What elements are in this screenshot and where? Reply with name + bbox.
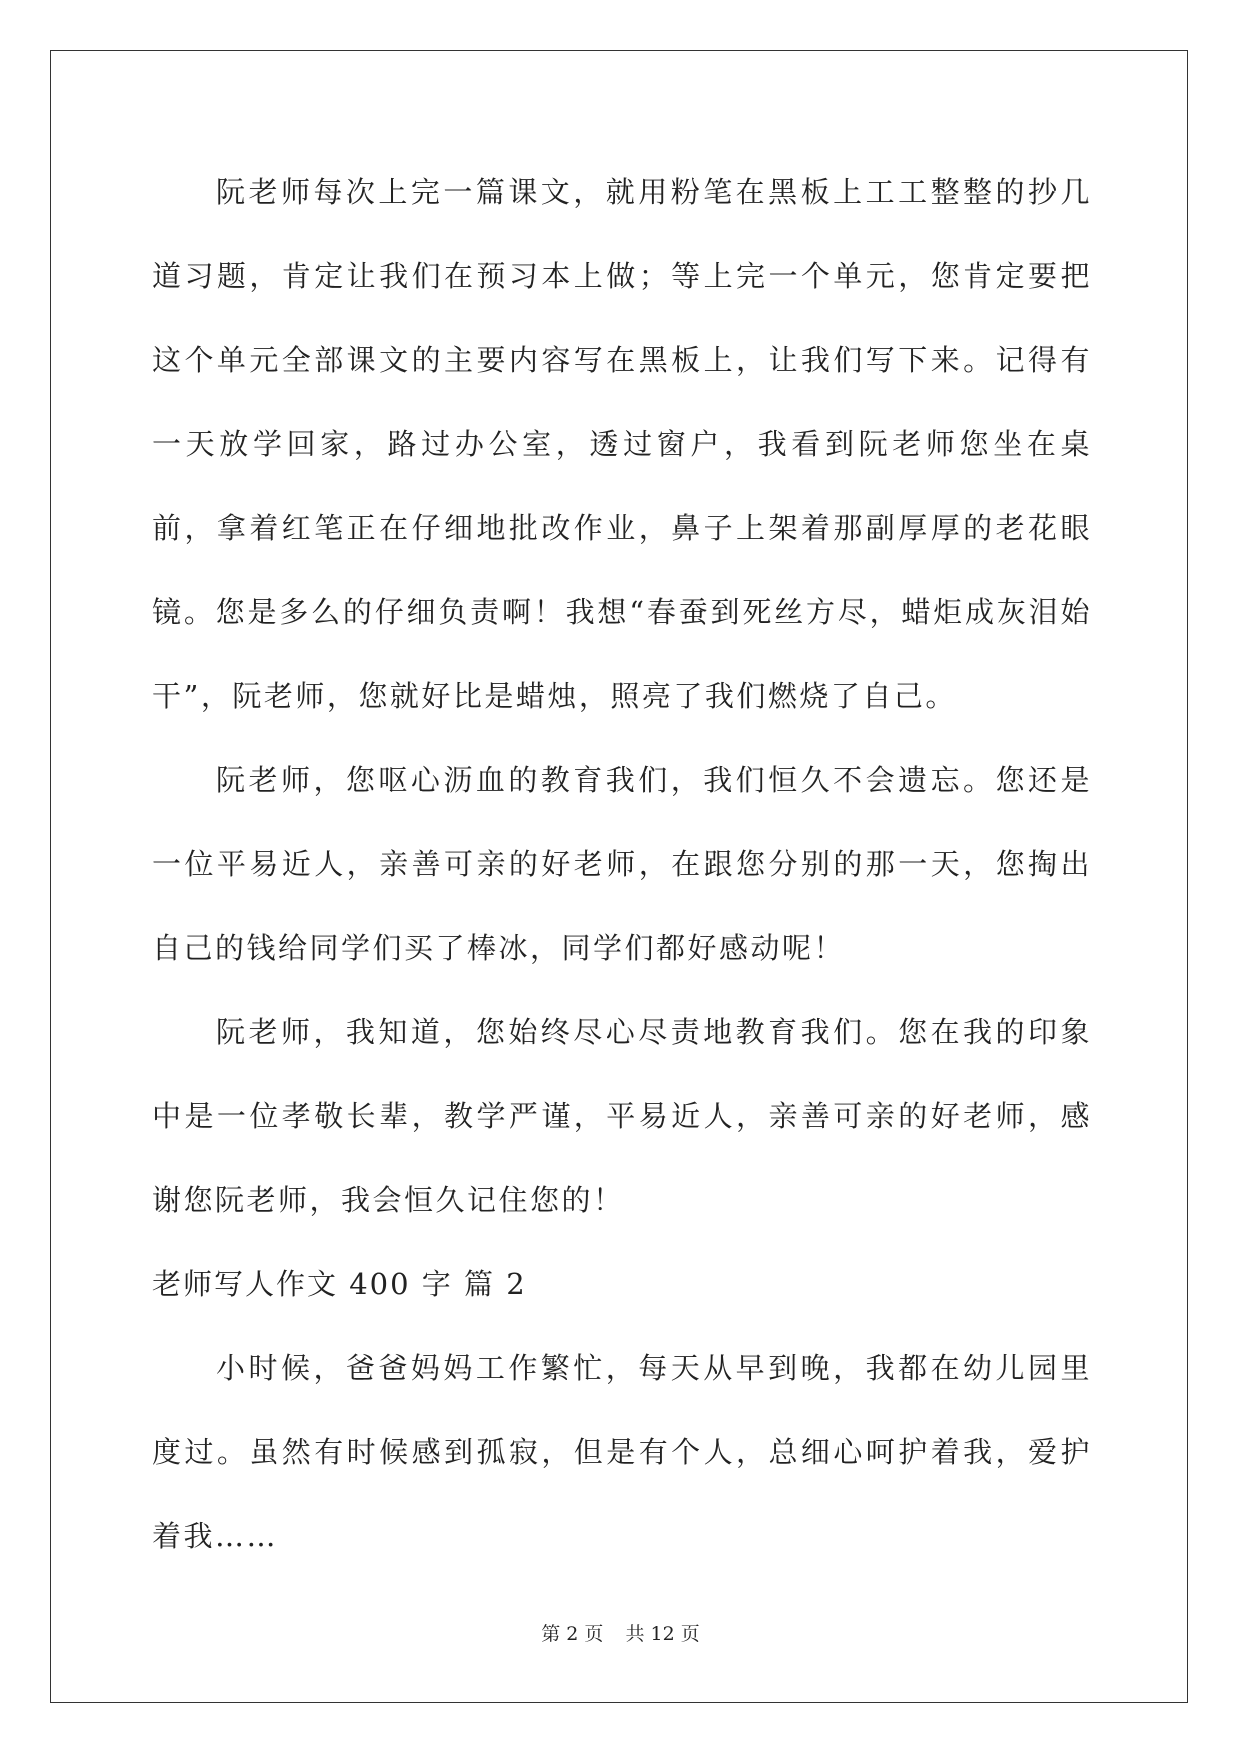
section-heading: 老师写人作文 400 字 篇 2 bbox=[152, 1267, 527, 1301]
paragraph-1: 阮老师每次上完一篇课文，就用粉笔在黑板上工工整整的抄几道习题，肯定让我们在预习本上做；等上完一个单元，您肯定要把这个单元全部课文的主要内容写在黑板上，让我们写下来。记得有一天放学回家，路过办公室，透过窗户，我看到阮老师您坐在桌前，拿着红笔正在仔细地批改作业，鼻子上架着那副厚厚的老花眼镜。您是多么的仔细负责啊！我想“春蚕到死丝方尽，蜡炬成灰泪始干”，阮老师，您就好比是蜡烛，照亮了我们燃烧了自己。 bbox=[152, 175, 1092, 713]
paragraph-4: 小时候，爸爸妈妈工作繁忙，每天从早到晚，我都在幼儿园里度过。虽然有时候感到孤寂，但是有个人，总细心呵护着我，爱护着我…… bbox=[152, 1351, 1092, 1553]
page-number-current: 第 2 页 bbox=[541, 1623, 604, 1645]
page-number-total: 共 12 页 bbox=[625, 1623, 700, 1645]
page-footer bbox=[0, 1619, 1241, 1646]
paragraph-2: 阮老师，您呕心沥血的教育我们，我们恒久不会遗忘。您还是一位平易近人，亲善可亲的好老师，在跟您分别的那一天，您掏出自己的钱给同学们买了棒冰，同学们都好感动呢！ bbox=[152, 763, 1092, 965]
paragraph-3: 阮老师，我知道，您始终尽心尽责地教育我们。您在我的印象中是一位孝敬长辈，教学严谨，平易近人，亲善可亲的好老师，感谢您阮老师，我会恒久记住您的！ bbox=[152, 1015, 1092, 1217]
